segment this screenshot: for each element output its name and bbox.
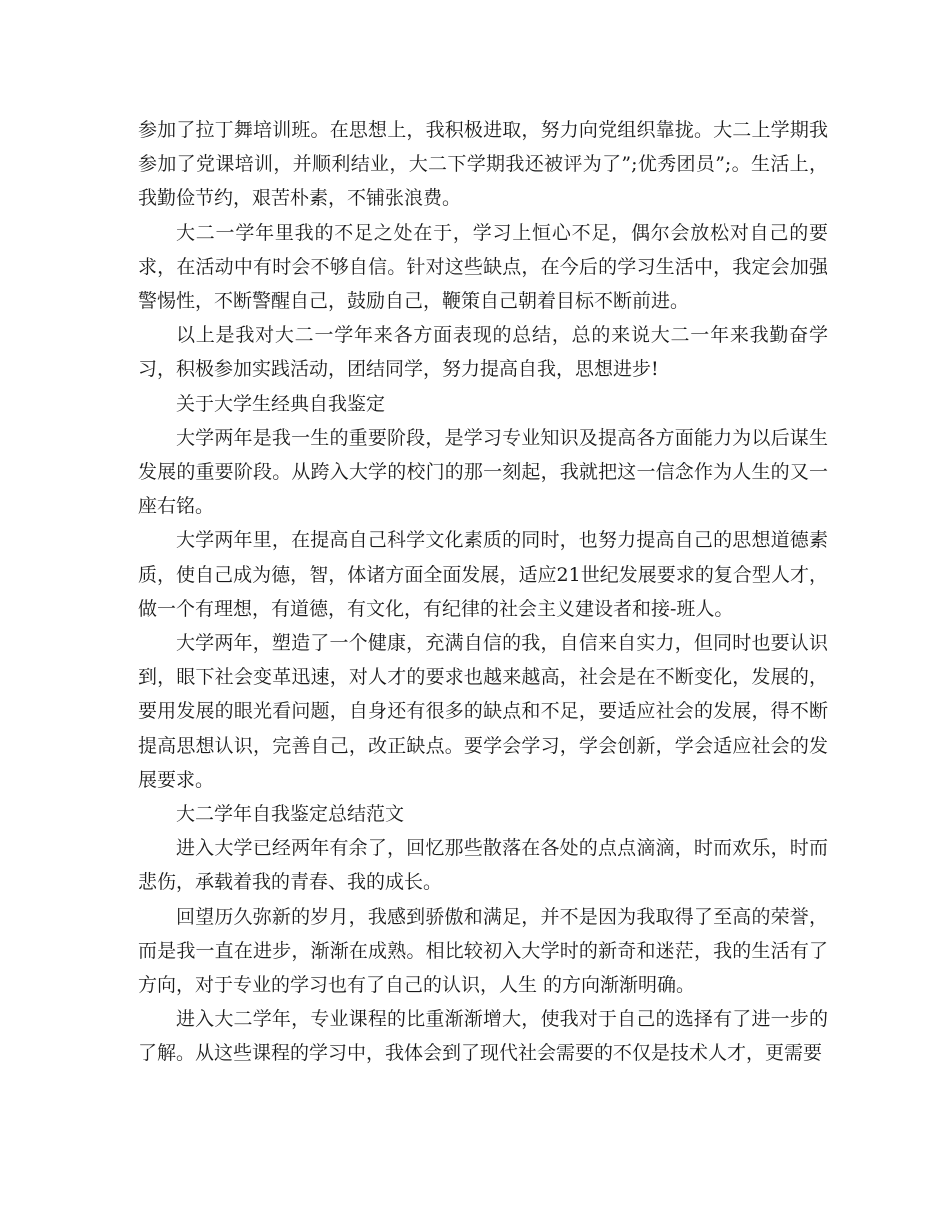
paragraph-9: 进入大二学年，专业课程的比重渐渐增大，使我对于自己的选择有了进一步的了解。从这些课程的学习中，我体会到了现代社会需要的不仅是技术人才，更需要: [138, 1008, 828, 1065]
paragraph-1: 参加了拉丁舞培训班。在思想上，我积极进取，努力向党组织靠拢。大二上学期我参加了党课培训，并顺利结业，大二下学期我还被评为了”;优秀团员”;。生活上，我勤俭节约，艰苦朴素，不铺张浪费。: [138, 119, 828, 210]
paragraph-5: 大学两年里，在提高自己科学文化素质的同时，也努力提高自己的思想道德素质，使自己成为德，智，体诸方面全面发展，适应21世纪发展要求的复合型人才，做一个有理想，有道德，有文化，有纪律的社会主义建设者和接-班人。: [138, 529, 828, 620]
section-heading-2: 大二学年自我鉴定总结范文: [176, 803, 405, 826]
document-body: [138, 113, 828, 1071]
paragraph-4: 大学两年是我一生的重要阶段，是学习专业知识及提高各方面能力为以后谋生发展的重要阶段。从跨入大学的校门的那一刻起，我就把这一信念作为人生的又一座右铭。: [138, 426, 828, 518]
section-heading-1: 关于大学生经典自我鉴定: [176, 392, 386, 415]
paragraph-6: 大学两年，塑造了一个健康，充满自信的我，自信来自实力，但同时也要认识到，眼下社会变革迅速，对人才的要求也越来越高，社会是在不断变化，发展的，要用发展的眼光看问题，自身还有很多的缺点和不足，要适应社会的发展，得不断提高思想认识，完善自己，改正缺点。要学会学习，学会创新，学会适应社会的发展要求。: [138, 632, 828, 791]
paragraph-2: 大二一学年里我的不足之处在于，学习上恒心不足，偶尔会放松对自己的要求，在活动中有时会不够自信。针对这些缺点，在今后的学习生活中，我定会加强警惕性，不断警醒自己，鼓励自己，鞭策自己朝着目标不断前进。: [138, 221, 828, 313]
paragraph-3: 以上是我对大二一学年来各方面表现的总结，总的来说大二一年来我勤奋学习，积极参加实践活动，团结同学，努力提高自我，思想进步!: [138, 324, 828, 381]
paragraph-7: 进入大学已经两年有余了，回忆那些散落在各处的点点滴滴，时而欢乐，时而悲伤，承载着我的青春、我的成长。: [138, 837, 828, 894]
paragraph-8: 回望历久弥新的岁月，我感到骄傲和满足，并不是因为我取得了至高的荣誉，而是我一直在进步，渐渐在成熟。相比较初入大学时的新奇和迷茫，我的生活有了方向，对于专业的学习也有了自己的认识，人生 的方向渐渐明确。: [138, 905, 828, 997]
